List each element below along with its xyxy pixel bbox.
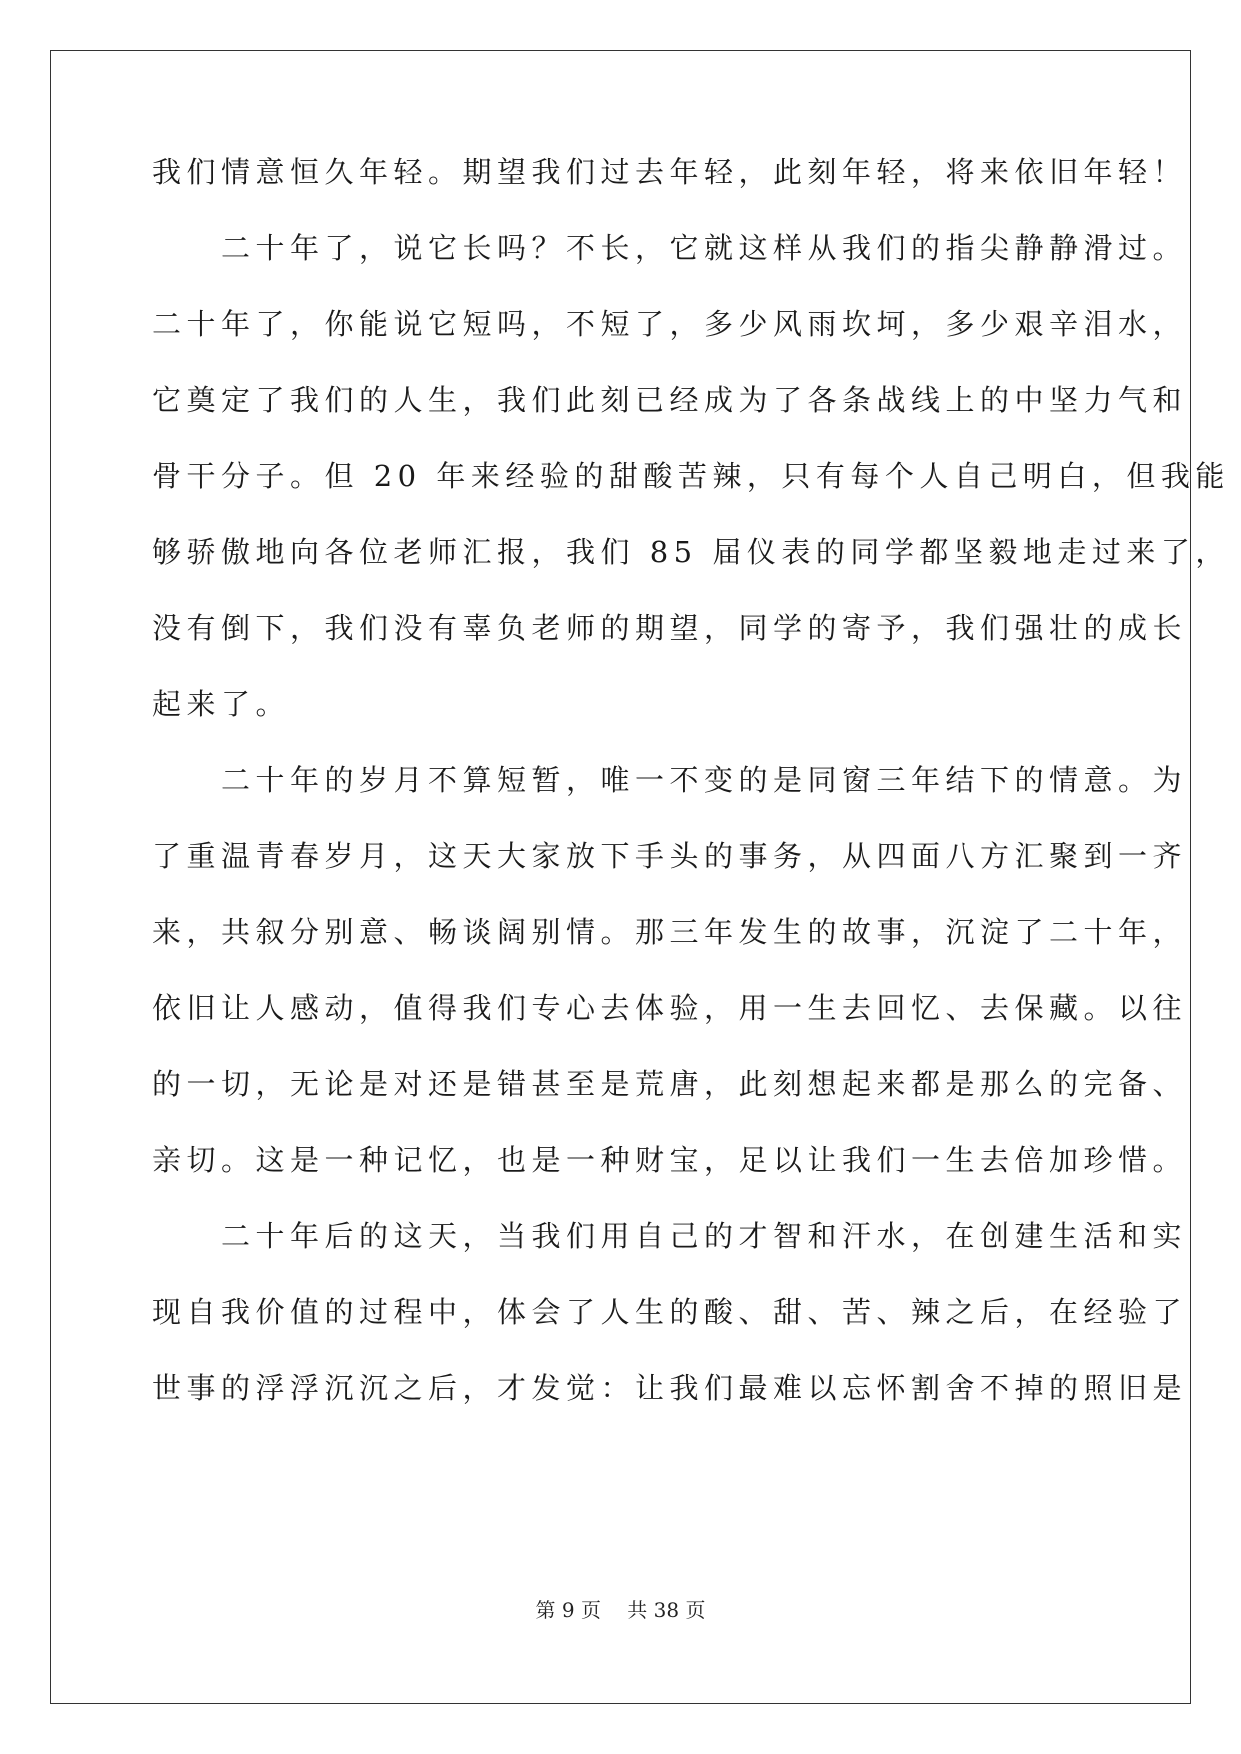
- page-border: [50, 50, 1191, 1704]
- body-text-line: 它奠定了我们的人生，我们此刻已经成为了各条战线上的中坚力气和: [152, 383, 1188, 417]
- body-text-line: 现自我价值的过程中，体会了人生的酸、甜、苦、辣之后，在经验了: [152, 1295, 1188, 1329]
- body-text-line: 够骄傲地向各位老师汇报，我们 85 届仪表的同学都坚毅地走过来了，: [152, 535, 1230, 569]
- body-text-line: 的一切，无论是对还是错甚至是荒唐，此刻想起来都是那么的完备、: [152, 1067, 1188, 1101]
- page-number-footer: 第 9 页 共 38 页: [535, 1598, 706, 1622]
- body-text-line: 世事的浮浮沉沉之后，才发觉：让我们最难以忘怀割舍不掉的照旧是: [152, 1371, 1188, 1405]
- body-text-line: 来，共叙分别意、畅谈阔别情。那三年发生的故事，沉淀了二十年，: [152, 915, 1188, 949]
- body-text-line: 依旧让人感动，值得我们专心去体验，用一生去回忆、去保藏。以往: [152, 991, 1188, 1025]
- body-text-line: 亲切。这是一种记忆，也是一种财宝，足以让我们一生去倍加珍惜。: [152, 1143, 1188, 1177]
- body-text-line: 二十年了，说它长吗？不长，它就这样从我们的指尖静静滑过。: [152, 231, 1188, 265]
- body-text-line: 二十年的岁月不算短暂，唯一不变的是同窗三年结下的情意。为: [152, 763, 1188, 797]
- body-text-line: 二十年后的这天，当我们用自己的才智和汗水，在创建生活和实: [152, 1219, 1188, 1253]
- body-text-line: 我们情意恒久年轻。期望我们过去年轻，此刻年轻，将来依旧年轻！: [152, 155, 1188, 189]
- body-text-line: 没有倒下，我们没有辜负老师的期望，同学的寄予，我们强壮的成长: [152, 611, 1188, 645]
- body-text-line: 二十年了，你能说它短吗，不短了，多少风雨坎坷，多少艰辛泪水，: [152, 307, 1188, 341]
- body-text-line: 起来了。: [152, 687, 291, 721]
- body-text-line: 骨干分子。但 20 年来经验的甜酸苦辣，只有每个人自己明白，但我能: [152, 459, 1230, 493]
- body-text-line: 了重温青春岁月，这天大家放下手头的事务，从四面八方汇聚到一齐: [152, 839, 1188, 873]
